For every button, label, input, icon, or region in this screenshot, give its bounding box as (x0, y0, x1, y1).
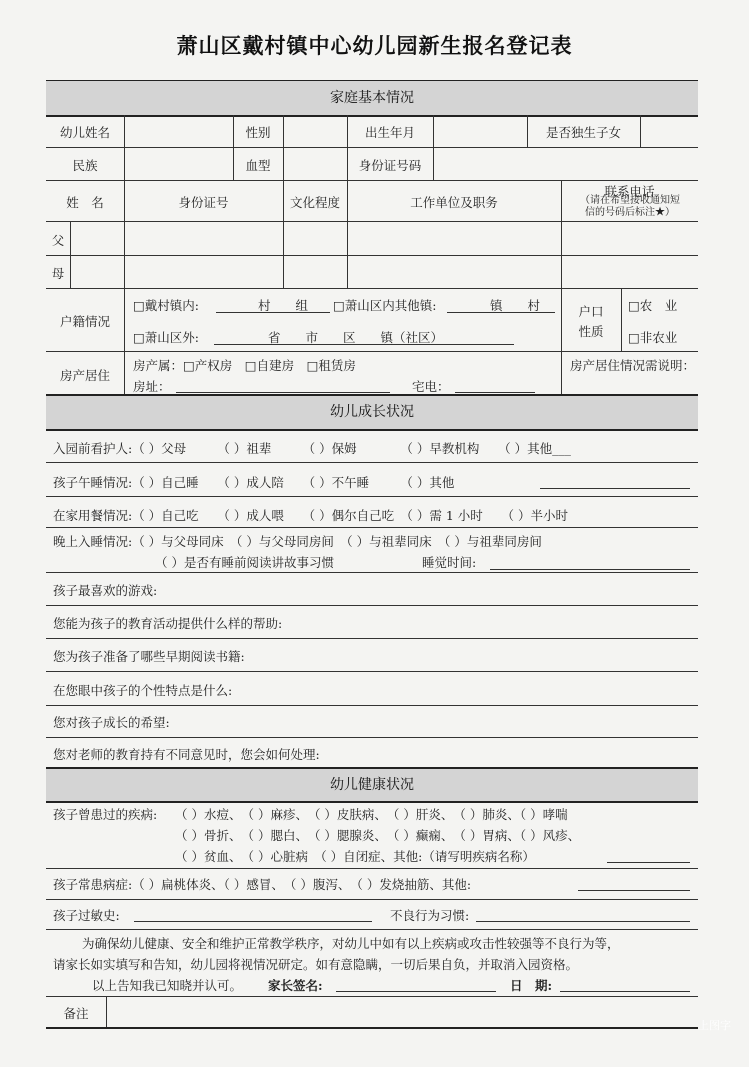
remark-label: 备注 (63, 1006, 89, 1021)
parent-id-header: 身份证号 (178, 195, 229, 210)
huji-xiaoshan-fill: 镇 村 (490, 298, 541, 313)
huji-daicun-fill: 村 组 (258, 298, 309, 313)
bedtime-reading-question[interactable]: （ ）是否有睡前阅读讲故事习惯 (155, 555, 334, 570)
father-label: 父 (51, 233, 65, 248)
work-header: 工作单位及职务 (410, 195, 498, 210)
notice-line-2: 请家长如实填写和告知，幼儿园将视情况研定。如有意隐瞒，一切后果自负，并取消入园资格。 (53, 957, 579, 972)
confirm-text: 以上告知我已知晓并认可。 (92, 978, 243, 993)
section-growth-header: 幼儿成长状况 (46, 396, 698, 429)
sleep-question[interactable]: 晚上入睡情况:（ ）与父母同床 （ ）与父母同房间 （ ）与祖辈同床 （ ）与祖辈同房间 (53, 534, 542, 549)
housing-note-label: 房产居住情况需说明： (570, 358, 696, 373)
huji-option-xiaoshan[interactable]: □萧山区内其他镇: (333, 298, 437, 313)
disagree-question[interactable]: 您对老师的教育持有不同意见时，您会如何处理: (53, 747, 320, 762)
parent-signature-label: 家长签名: (268, 978, 323, 993)
form-title: 萧山区戴村镇中心幼儿园新生报名登记表 (176, 33, 573, 58)
address-label: 房址： (133, 379, 171, 394)
huji-outside-fill: 省 市 区 镇（社区） (268, 330, 444, 345)
past-diseases-row2[interactable]: （ ）骨折、 （ ）腮白、 （ ）腮腺炎、 （ ）癫痫、 （ ）胃病、（ ）风疹、 (175, 828, 581, 843)
hukou-nature-label: 户口性质 (578, 304, 604, 339)
only-child-label: 是否独生子女 (545, 125, 621, 140)
huji-option-daicun[interactable]: □戴村镇内: (133, 298, 200, 313)
help-question[interactable]: 您能为孩子的教育活动提供什么样的帮助: (53, 616, 283, 631)
child-name-label: 幼儿姓名 (59, 125, 110, 140)
caregiver-question[interactable]: 入园前看护人:（ ）父母 （ ）祖辈 （ ）保姆 （ ）早教机构 （ ）其他___ (53, 441, 571, 456)
huji-option-outside[interactable]: □萧山区外: (133, 330, 200, 345)
past-diseases-row3[interactable]: （ ）贫血、 （ ）心脏病 （ ）自闭症、其他:（请写明疾病名称） (175, 849, 535, 864)
parent-name-header: 姓 名 (66, 195, 104, 210)
notice-line-1: 为确保幼儿健康、安全和维护正常教学秩序，对幼儿中如有以上疾病或攻击性较强等不良行为等， (82, 936, 620, 951)
property-options[interactable]: 房产属：□产权房 □自建房 □租赁房 (133, 358, 356, 373)
personality-question[interactable]: 在您眼中孩子的个性特点是什么: (53, 683, 233, 698)
meal-question[interactable]: 在家用餐情况:（ ）自己吃 （ ）成人喂 （ ）偶尔自己吃 （ ）需 1 小时 （ ）半小时 (53, 508, 568, 523)
phone-header: 联系电话 (604, 184, 655, 199)
favorite-game-question[interactable]: 孩子最喜欢的游戏: (53, 583, 158, 598)
date-label: 日 期: (510, 978, 553, 993)
past-diseases-label: 孩子曾患过的疾病: (53, 807, 158, 822)
blood-label: 血型 (245, 158, 271, 173)
hukou-agri-option[interactable]: □农 业 (628, 298, 678, 313)
education-header: 文化程度 (289, 195, 340, 210)
housing-label: 房产居住 (59, 368, 110, 383)
ethnicity-label: 民族 (72, 158, 98, 173)
hope-question[interactable]: 您对孩子成长的希望: (53, 715, 170, 730)
birth-label: 出生年月 (364, 125, 415, 140)
watermark: 上图字 (698, 1019, 731, 1032)
gender-label: 性别 (245, 125, 271, 140)
home-phone-label: 宅电： (412, 379, 450, 394)
books-question[interactable]: 您为孩子准备了哪些早期阅读书籍: (53, 649, 245, 664)
nap-question[interactable]: 孩子午睡情况:（ ）自己睡 （ ）成人陪 （ ）不午睡 （ ）其他 (53, 475, 455, 490)
mother-label: 母 (51, 266, 65, 281)
past-diseases-row1[interactable]: （ ）水痘、 （ ）麻疹、 （ ）皮肤病、 （ ）肝炎、 （ ）肺炎、（ ）哮喘 (175, 807, 568, 822)
bad-habit-label: 不良行为习惯: (390, 908, 470, 923)
frequent-illness-question[interactable]: 孩子常患病症:（ ）扁桃体炎、（ ）感冒、 （ ）腹泻、 （ ）发烧抽筋、其他: (53, 877, 472, 892)
sleep-time-label: 睡觉时间: (422, 555, 477, 570)
section-family-header: 家庭基本情况 (46, 81, 698, 115)
section-health-header: 幼儿健康状况 (46, 769, 698, 801)
huji-label: 户籍情况 (59, 314, 110, 329)
phone-note: （请在希望接收通知短信的号码后标注★） (580, 195, 680, 218)
hukou-nonagri-option[interactable]: □非农业 (628, 330, 678, 345)
id-number-label: 身份证号码 (358, 158, 422, 173)
allergy-label: 孩子过敏史: (53, 908, 120, 923)
